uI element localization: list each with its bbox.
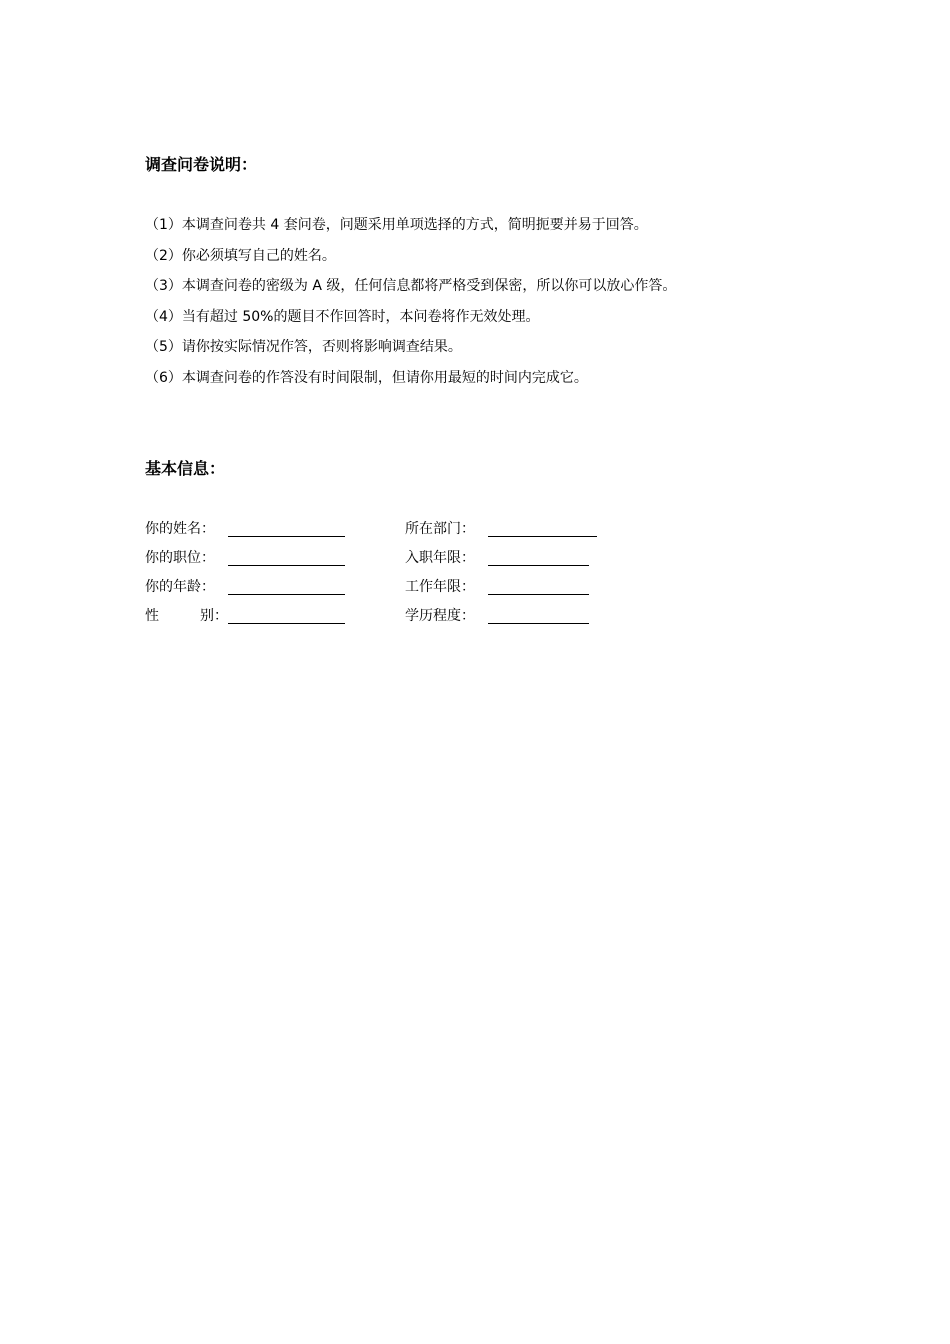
tenure-label: 入职年限： [405, 550, 475, 566]
instruction-item: （6）本调查问卷的作答没有时间限制，但请你用最短的时间内完成它。 [145, 369, 588, 386]
age-label: 你的年龄： [145, 579, 215, 595]
gender-blank-line[interactable] [228, 606, 345, 624]
basic-info-form [145, 519, 745, 635]
work-years-field [405, 577, 589, 597]
tenure-blank-line[interactable] [488, 548, 589, 566]
instruction-item: （5）请你按实际情况作答，否则将影响调查结果。 [145, 339, 462, 355]
instructions-list [145, 214, 845, 397]
department-label: 所在部门： [405, 521, 475, 537]
work-years-label: 工作年限： [405, 579, 475, 595]
instructions-heading: 调查问卷说明： [145, 155, 258, 174]
instruction-item: （4）当有超过 50%的题目不作回答时，本问卷将作无效处理。 [145, 308, 540, 325]
basic-info-heading: 基本信息： [145, 459, 226, 478]
work-years-blank-line[interactable] [488, 577, 589, 595]
info-row [145, 577, 745, 606]
education-blank-line[interactable] [488, 606, 589, 624]
name-blank-line[interactable] [228, 519, 345, 537]
name-label: 你的姓名： [145, 521, 215, 537]
info-row [145, 519, 745, 548]
info-row [145, 548, 745, 577]
department-blank-line[interactable] [488, 519, 597, 537]
tenure-field [405, 548, 589, 568]
instruction-item: （1）本调查问卷共 4 套问卷，问题采用单项选择的方式，简明扼要并易于回答。 [145, 217, 648, 233]
age-blank-line[interactable] [228, 577, 345, 595]
position-blank-line[interactable] [228, 548, 345, 566]
gender-label [145, 606, 228, 626]
name-field [145, 519, 345, 539]
age-field [145, 577, 345, 597]
gender-field [145, 606, 345, 626]
instruction-item: （2）你必须填写自己的姓名。 [145, 247, 336, 264]
gender-label-char2: 别： [200, 608, 228, 624]
position-label: 你的职位： [145, 550, 215, 566]
education-label: 学历程度： [405, 608, 475, 624]
gender-label-char1: 性 [145, 608, 159, 624]
instruction-item: （3）本调查问卷的密级为 A 级，任何信息都将严格受到保密，所以你可以放心作答。 [145, 278, 677, 294]
department-field [405, 519, 597, 539]
education-field [405, 606, 589, 626]
info-row [145, 606, 745, 635]
position-field [145, 548, 345, 568]
